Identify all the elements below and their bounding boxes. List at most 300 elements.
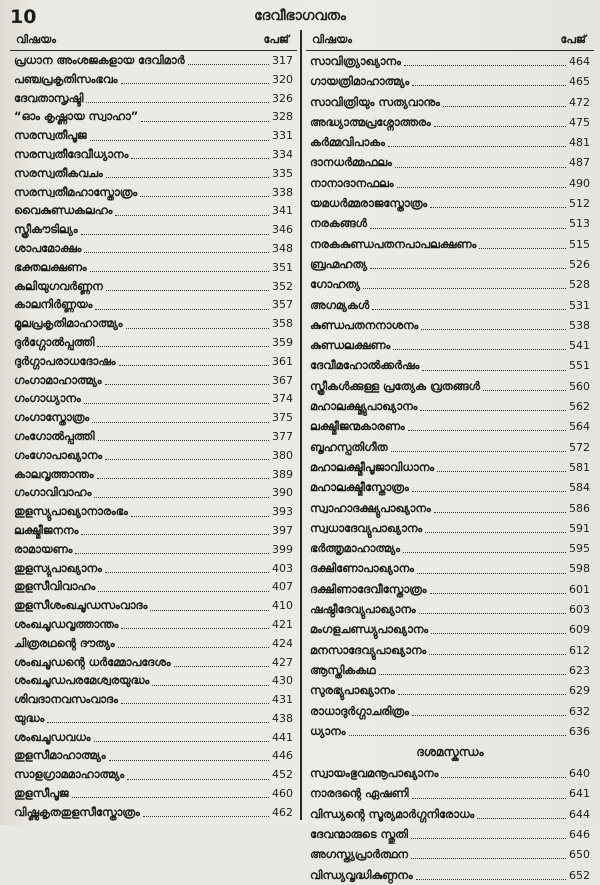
entry-title: ലക്ഷ്മീജന്മകാരണം bbox=[310, 419, 405, 434]
dot-leader bbox=[412, 714, 566, 716]
entry-page-number: 487 bbox=[569, 156, 590, 170]
entry-page-number: 346 bbox=[272, 223, 293, 237]
toc-entry bbox=[10, 746, 297, 765]
dot-leader bbox=[434, 511, 566, 513]
toc-entry bbox=[306, 804, 594, 824]
dot-leader bbox=[420, 409, 566, 411]
entry-title: സ്വാഹാദക്ഷ്യുപാഖ്യാനം bbox=[310, 500, 431, 515]
toc-entry bbox=[10, 239, 297, 258]
section-heading: ദശമസ്കന്ധം bbox=[416, 745, 484, 760]
entry-page-number: 464 bbox=[569, 55, 590, 68]
dot-leader bbox=[98, 439, 269, 441]
entry-title: കാലവൃത്താന്തം bbox=[14, 466, 94, 481]
entry-page-number: 598 bbox=[569, 562, 590, 576]
toc-entry bbox=[10, 89, 297, 108]
entry-page-number: 334 bbox=[272, 147, 293, 161]
entry-title: ഗോഹത്യ bbox=[310, 277, 360, 292]
dot-leader bbox=[430, 206, 566, 208]
dot-leader bbox=[118, 646, 269, 648]
dot-leader bbox=[441, 776, 566, 778]
toc-entry bbox=[10, 653, 297, 672]
entry-title: ശംഖചൂഡപരമേശ്വരയുദ്ധം bbox=[14, 673, 150, 688]
entry-page-number: 320 bbox=[272, 72, 293, 86]
toc-entry bbox=[306, 112, 594, 132]
entry-page-number: 431 bbox=[272, 693, 293, 707]
entry-title: ചിത്രരഥന്റെ ദൗത്യം bbox=[14, 635, 115, 650]
dot-leader bbox=[106, 176, 269, 178]
dot-leader bbox=[90, 270, 269, 272]
toc-entry bbox=[306, 477, 594, 497]
entry-title: ബ്രഹ്മഹത്യ bbox=[310, 256, 368, 271]
entry-page-number: 389 bbox=[272, 467, 293, 481]
entry-title: യമധർമ്മരാജസ്തോത്രം bbox=[310, 196, 428, 211]
toc-entry bbox=[10, 352, 297, 371]
entry-title: സരസ്വതീകവചം bbox=[14, 165, 103, 180]
toc-entry bbox=[306, 579, 594, 599]
entry-page-number: 623 bbox=[569, 663, 590, 677]
toc-entry bbox=[306, 355, 594, 375]
toc-entry bbox=[10, 333, 297, 352]
dot-leader bbox=[425, 531, 566, 533]
entry-title: ഷഷ്ഠീദേവ്യുപാഖ്യാനം bbox=[310, 602, 416, 617]
toc-entry bbox=[306, 660, 594, 680]
dot-leader bbox=[127, 778, 269, 780]
entry-title: ശംഖചൂഡവധം bbox=[14, 729, 91, 744]
toc-entry bbox=[306, 295, 594, 315]
entry-page-number: 652 bbox=[569, 868, 590, 882]
entry-title: യുദ്ധം bbox=[14, 710, 45, 725]
toc-entry bbox=[306, 315, 594, 335]
entry-title: സുരഭ്യുപാഖ്യാനം bbox=[310, 683, 395, 698]
dot-leader bbox=[397, 186, 566, 188]
entry-page-number: 359 bbox=[272, 335, 293, 349]
entry-page-number: 399 bbox=[272, 542, 293, 556]
dot-leader bbox=[434, 125, 566, 127]
dot-leader bbox=[141, 120, 269, 122]
dot-leader bbox=[408, 429, 566, 431]
toc-entry bbox=[10, 784, 297, 803]
entry-title: ശിവദാനവസംവാദം bbox=[14, 692, 118, 707]
entry-page-number: 586 bbox=[569, 501, 590, 515]
dot-leader bbox=[84, 251, 269, 253]
entry-title: ശംഖചൂഡന്റെ ധർമ്മോപദേശം bbox=[14, 654, 171, 669]
toc-entry bbox=[306, 498, 594, 518]
entry-title: കാലനിർണ്ണയം bbox=[14, 297, 93, 312]
toc-entry bbox=[10, 389, 297, 408]
entry-page-number: 317 bbox=[272, 54, 293, 67]
page-header: പേജ് bbox=[263, 33, 289, 46]
toc-entry bbox=[306, 396, 594, 416]
toc-entry bbox=[10, 803, 297, 822]
dot-leader bbox=[443, 105, 566, 107]
dot-leader bbox=[363, 287, 566, 289]
entry-page-number: 446 bbox=[272, 749, 293, 763]
dot-leader bbox=[131, 515, 269, 517]
entry-title: തുളസ്യുപാഖ്യാനാരംഭം bbox=[14, 504, 128, 519]
dot-leader bbox=[391, 450, 567, 452]
entry-title: മഹാലക്ഷ്മീസ്തോത്രം bbox=[310, 480, 409, 495]
entry-title: നരകകുണ്ഡപതനപാപലക്ഷണം bbox=[310, 236, 477, 251]
dot-leader bbox=[47, 721, 269, 723]
toc-entry bbox=[306, 619, 594, 639]
entry-title: തുളസ്യുപാഖ്യാനം bbox=[14, 560, 102, 575]
entry-title: സരസ്വതീദേവീധ്യാനം bbox=[14, 146, 129, 161]
toc-entry bbox=[306, 518, 594, 538]
entry-title: ഗംഗോൽപ്പത്തി bbox=[14, 428, 95, 443]
dot-leader bbox=[398, 693, 566, 695]
dot-leader bbox=[411, 837, 566, 839]
toc-entry bbox=[306, 213, 594, 233]
entry-title: ഗംഗാസ്തോത്രം bbox=[14, 410, 90, 425]
toc-entry bbox=[306, 152, 594, 172]
toc-entry bbox=[10, 258, 297, 277]
dot-leader bbox=[152, 684, 269, 686]
dot-leader bbox=[379, 673, 566, 675]
right-entry-list bbox=[306, 51, 594, 741]
dot-leader bbox=[105, 383, 269, 385]
entry-title: അദ്ധ്യാത്മപ്രശ്നോത്തരം bbox=[310, 114, 431, 129]
entry-page-number: 407 bbox=[272, 580, 293, 594]
toc-entry bbox=[10, 427, 297, 446]
dot-leader bbox=[404, 64, 566, 66]
toc-entry bbox=[10, 277, 297, 296]
toc-entry bbox=[306, 538, 594, 558]
running-title: ദേവീഭാഗവതം bbox=[254, 8, 346, 24]
entry-title: ശാപമോക്ഷം bbox=[14, 240, 82, 255]
dot-leader bbox=[119, 364, 269, 366]
toc-entry bbox=[306, 680, 594, 700]
entry-page-number: 641 bbox=[569, 787, 590, 801]
toc-entry bbox=[10, 107, 297, 126]
entry-page-number: 603 bbox=[569, 603, 590, 617]
entry-page-number: 584 bbox=[569, 481, 590, 495]
toc-entry bbox=[10, 483, 297, 502]
entry-title: “ഓം കൃഷ്ണായ സ്വാഹാ” bbox=[14, 109, 139, 124]
entry-page-number: 564 bbox=[569, 420, 590, 434]
entry-title: ഗംഗാധ്യാനം bbox=[14, 391, 81, 406]
entry-title: വൈകുണ്ഡകലഹം bbox=[14, 203, 113, 218]
dot-leader bbox=[412, 84, 566, 86]
entry-page-number: 609 bbox=[569, 623, 590, 637]
toc-entry bbox=[10, 145, 297, 164]
entry-title: നാരദന്റെ ഏഷണി bbox=[310, 786, 409, 801]
dot-leader bbox=[94, 740, 269, 742]
entry-title: കുണ്ഡലക്ഷണം bbox=[310, 338, 391, 353]
entry-title: പഞ്ചപ്രകൃതിസംഭവം bbox=[14, 71, 118, 86]
dot-leader bbox=[388, 145, 566, 147]
entry-page-number: 632 bbox=[569, 704, 590, 718]
entry-page-number: 326 bbox=[272, 91, 293, 105]
entry-page-number: 341 bbox=[272, 204, 293, 218]
section-entry-list bbox=[306, 763, 594, 885]
toc-entry bbox=[306, 437, 594, 457]
toc-entry bbox=[10, 559, 297, 578]
dot-leader bbox=[421, 328, 566, 330]
entry-page-number: 481 bbox=[569, 136, 590, 150]
entry-page-number: 352 bbox=[272, 279, 293, 293]
entry-title: ഗംഗാവിവാഹം bbox=[14, 485, 92, 500]
toc-entry bbox=[306, 599, 594, 619]
dot-leader bbox=[395, 166, 566, 168]
toc-entry bbox=[10, 164, 297, 183]
toc-entry bbox=[10, 615, 297, 634]
entry-page-number: 430 bbox=[272, 674, 293, 688]
dot-leader bbox=[479, 247, 566, 249]
entry-title: സരസ്വതീമഹാസ്തോത്രം bbox=[14, 184, 138, 199]
entry-title: ദക്ഷിണോപാഖ്യാനം bbox=[310, 561, 414, 576]
entry-page-number: 538 bbox=[569, 318, 590, 332]
entry-page-number: 338 bbox=[272, 185, 293, 199]
entry-title: അഗമ്യകൾ bbox=[310, 297, 370, 312]
entry-page-number: 335 bbox=[272, 166, 293, 180]
entry-title: ദുർഗ്ഗോൽപ്പത്തി bbox=[14, 334, 95, 349]
entry-page-number: 541 bbox=[569, 339, 590, 353]
entry-page-number: 472 bbox=[569, 95, 590, 109]
entry-page-number: 424 bbox=[272, 636, 293, 650]
entry-page-number: 512 bbox=[569, 197, 590, 211]
entry-title: ദേവതാസൃഷ്ടി bbox=[14, 90, 84, 105]
entry-page-number: 377 bbox=[272, 429, 293, 443]
entry-title: ദക്ഷിണാദേവീസ്തോത്രം bbox=[310, 581, 427, 596]
subject-header: വിഷയം bbox=[16, 33, 56, 46]
dot-leader bbox=[98, 590, 269, 592]
entry-title: ദേവീമഹോൽക്കർഷം bbox=[310, 358, 420, 373]
dot-leader bbox=[121, 627, 269, 629]
entry-page-number: 375 bbox=[272, 411, 293, 425]
dot-leader bbox=[131, 157, 269, 159]
entry-page-number: 650 bbox=[569, 848, 590, 862]
dot-leader bbox=[94, 496, 269, 498]
entry-title: സരസ്വതീപൂജ bbox=[14, 128, 87, 143]
entry-title: ശംഖചൂഡവൃത്താന്തം bbox=[14, 616, 119, 631]
entry-page-number: 531 bbox=[569, 298, 590, 312]
dot-leader bbox=[422, 369, 566, 371]
entry-title: ഭക്തലക്ഷണം bbox=[14, 259, 87, 274]
entry-title: സാവിത്രിയും സത്യവാനും bbox=[310, 94, 440, 109]
toc-entry bbox=[306, 558, 594, 578]
dot-leader bbox=[431, 632, 566, 634]
entry-page-number: 644 bbox=[569, 807, 590, 821]
dot-leader bbox=[372, 308, 566, 310]
entry-title: ലക്ഷ്മീജനനം bbox=[14, 522, 79, 537]
dot-leader bbox=[97, 477, 269, 479]
entry-title: കലിയുഗവർണ്ണന bbox=[14, 278, 103, 293]
dot-leader bbox=[115, 214, 269, 216]
toc-entry bbox=[10, 201, 297, 220]
entry-page-number: 390 bbox=[272, 486, 293, 500]
toc-entry bbox=[10, 728, 297, 747]
entry-page-number: 351 bbox=[272, 260, 293, 274]
entry-page-number: 358 bbox=[272, 317, 293, 331]
page-header: പേജ് bbox=[560, 33, 586, 46]
dot-leader bbox=[429, 653, 566, 655]
dot-leader bbox=[430, 592, 566, 594]
entry-title: സാവിത്ര്യാഖ്യാനം bbox=[310, 54, 401, 68]
toc-right-column bbox=[306, 30, 594, 882]
entry-page-number: 380 bbox=[272, 448, 293, 462]
entry-page-number: 465 bbox=[569, 75, 590, 89]
toc-entry bbox=[10, 371, 297, 390]
left-entry-list bbox=[10, 51, 297, 822]
toc-entry bbox=[10, 408, 297, 427]
entry-title: മംഗളചണ്ഡ്യുപാഖ്യാനം bbox=[310, 622, 429, 637]
entry-page-number: 528 bbox=[569, 278, 590, 292]
toc-entry bbox=[10, 765, 297, 784]
entry-page-number: 331 bbox=[272, 129, 293, 143]
entry-page-number: 595 bbox=[569, 542, 590, 556]
dot-leader bbox=[121, 702, 269, 704]
dot-leader bbox=[412, 797, 566, 799]
dot-leader bbox=[106, 289, 269, 291]
toc-entry bbox=[10, 540, 297, 559]
entry-title: കർമ്മവിപാകം bbox=[310, 135, 385, 150]
entry-title: രാധാദുർഗ്ഗാചരിത്രം bbox=[310, 703, 409, 718]
entry-title: ആസ്തികകഥ bbox=[310, 662, 376, 677]
toc-entry bbox=[306, 640, 594, 660]
dot-leader bbox=[403, 551, 566, 553]
entry-page-number: 328 bbox=[272, 110, 293, 124]
dot-leader bbox=[417, 572, 566, 574]
entry-title: മൂലപ്രകൃതിമാഹാത്മ്യം bbox=[14, 316, 123, 331]
toc-entry bbox=[306, 92, 594, 112]
dot-leader bbox=[411, 857, 566, 859]
entry-title: സ്വായംഭുവമനൂപാഖ്യാനം bbox=[310, 766, 439, 781]
toc-entry bbox=[10, 577, 297, 596]
dot-leader bbox=[72, 796, 269, 798]
toc-entry bbox=[10, 446, 297, 465]
entry-title: നരകങ്ങൾ bbox=[310, 216, 367, 231]
toc-entry bbox=[10, 51, 297, 70]
toc-entry bbox=[306, 783, 594, 803]
entry-page-number: 367 bbox=[272, 373, 293, 387]
entry-title: മനസാദേവ്യുപാഖ്യാനം bbox=[310, 642, 427, 657]
entry-title: സ്ത്രീകൗടില്യം bbox=[14, 222, 78, 237]
toc-entry bbox=[10, 183, 297, 202]
entry-title: വിന്ധ്യന്റെ സൂര്യമാർഗ്ഗനിരോധം bbox=[310, 806, 475, 821]
entry-page-number: 515 bbox=[569, 237, 590, 251]
entry-page-number: 636 bbox=[569, 724, 590, 738]
toc-entry bbox=[306, 335, 594, 355]
toc-entry bbox=[306, 416, 594, 436]
entry-title: പ്രധാന അംശജകളായ ദേവിമാർ bbox=[14, 53, 185, 67]
dot-leader bbox=[370, 267, 566, 269]
toc-entry bbox=[306, 824, 594, 844]
toc-left-column bbox=[10, 30, 297, 820]
entry-page-number: 581 bbox=[569, 460, 590, 474]
dot-leader bbox=[97, 345, 269, 347]
dot-leader bbox=[412, 490, 566, 492]
entry-title: കുണ്ഡപതനനാശനം bbox=[310, 317, 419, 332]
dot-leader bbox=[86, 101, 269, 103]
dot-leader bbox=[437, 470, 566, 472]
entry-title: തുളസീവിവാഹം bbox=[14, 579, 96, 594]
dot-leader bbox=[81, 233, 269, 235]
entry-page-number: 452 bbox=[272, 768, 293, 782]
dot-leader bbox=[81, 533, 269, 535]
dot-leader bbox=[150, 609, 269, 611]
dot-leader bbox=[92, 421, 269, 423]
toc-entry bbox=[306, 71, 594, 91]
entry-page-number: 421 bbox=[272, 617, 293, 631]
entry-page-number: 612 bbox=[569, 643, 590, 657]
entry-page-number: 601 bbox=[569, 582, 590, 596]
entry-title: സ്വധാദേവ്യുപാഖ്യാനം bbox=[310, 520, 423, 535]
toc-entry bbox=[10, 521, 297, 540]
entry-page-number: 562 bbox=[569, 400, 590, 414]
entry-title: ദാനധർമ്മഫലം bbox=[310, 155, 392, 170]
toc-entry bbox=[10, 220, 297, 239]
dot-leader bbox=[419, 612, 566, 614]
entry-page-number: 490 bbox=[569, 176, 590, 190]
toc-entry bbox=[10, 671, 297, 690]
dot-leader bbox=[109, 759, 269, 761]
dot-leader bbox=[143, 815, 269, 817]
entry-page-number: 629 bbox=[569, 684, 590, 698]
entry-page-number: 646 bbox=[569, 827, 590, 841]
toc-entry bbox=[306, 701, 594, 721]
dot-leader bbox=[393, 348, 566, 350]
dot-leader bbox=[483, 389, 566, 391]
entry-page-number: 393 bbox=[272, 505, 293, 519]
entry-title: വിഷ്ണുകൃതതുളസീസ്തോത്രം bbox=[14, 804, 140, 819]
entry-page-number: 361 bbox=[272, 354, 293, 368]
entry-title: ഭർത്തൃമാഹാത്മ്യം bbox=[310, 541, 401, 556]
toc-entry bbox=[10, 709, 297, 728]
left-column-header bbox=[10, 30, 297, 51]
toc-entry bbox=[10, 314, 297, 333]
dot-leader bbox=[90, 139, 269, 141]
entry-page-number: 513 bbox=[569, 217, 590, 231]
entry-title: രാമായണം bbox=[14, 541, 73, 556]
right-column-header bbox=[306, 30, 594, 51]
toc-entry bbox=[306, 173, 594, 193]
entry-title: തുളസീശംഖചൂഡസംവാദം bbox=[14, 598, 148, 613]
entry-page-number: 374 bbox=[272, 392, 293, 406]
entry-title: സ്ത്രീകൾക്കുള്ള പ്രത്യേക വ്രതങ്ങൾ bbox=[310, 378, 480, 393]
dot-leader bbox=[105, 571, 269, 573]
entry-page-number: 640 bbox=[569, 767, 590, 781]
entry-page-number: 348 bbox=[272, 241, 293, 255]
dot-leader bbox=[416, 878, 566, 880]
entry-title: തുളസീപൂജ bbox=[14, 786, 69, 801]
toc-entry bbox=[10, 126, 297, 145]
entry-page-number: 357 bbox=[272, 298, 293, 312]
toc-entry bbox=[306, 51, 594, 71]
entry-title: അഗസ്ത്യപ്രാർത്ഥന bbox=[310, 847, 409, 862]
toc-entry bbox=[10, 465, 297, 484]
entry-page-number: 462 bbox=[272, 805, 293, 819]
entry-page-number: 427 bbox=[272, 655, 293, 669]
entry-page-number: 410 bbox=[272, 599, 293, 613]
dot-leader bbox=[174, 665, 269, 667]
toc-entry bbox=[10, 502, 297, 521]
toc-entry bbox=[306, 844, 594, 864]
entry-title: ഗംഗാമാഹാത്മ്യം bbox=[14, 372, 102, 387]
entry-page-number: 560 bbox=[569, 379, 590, 393]
toc-entry bbox=[10, 690, 297, 709]
toc-entry bbox=[306, 234, 594, 254]
toc-entry bbox=[306, 457, 594, 477]
entry-title: നാനാദാനഫലം bbox=[310, 175, 394, 190]
entry-page-number: 526 bbox=[569, 257, 590, 271]
toc-entry bbox=[306, 193, 594, 213]
dot-leader bbox=[477, 817, 566, 819]
entry-page-number: 572 bbox=[569, 440, 590, 454]
dot-leader bbox=[188, 63, 269, 65]
toc-entry bbox=[10, 70, 297, 89]
entry-title: ഗംഗോപാഖ്യാനം bbox=[14, 447, 103, 462]
toc-entry bbox=[306, 763, 594, 783]
